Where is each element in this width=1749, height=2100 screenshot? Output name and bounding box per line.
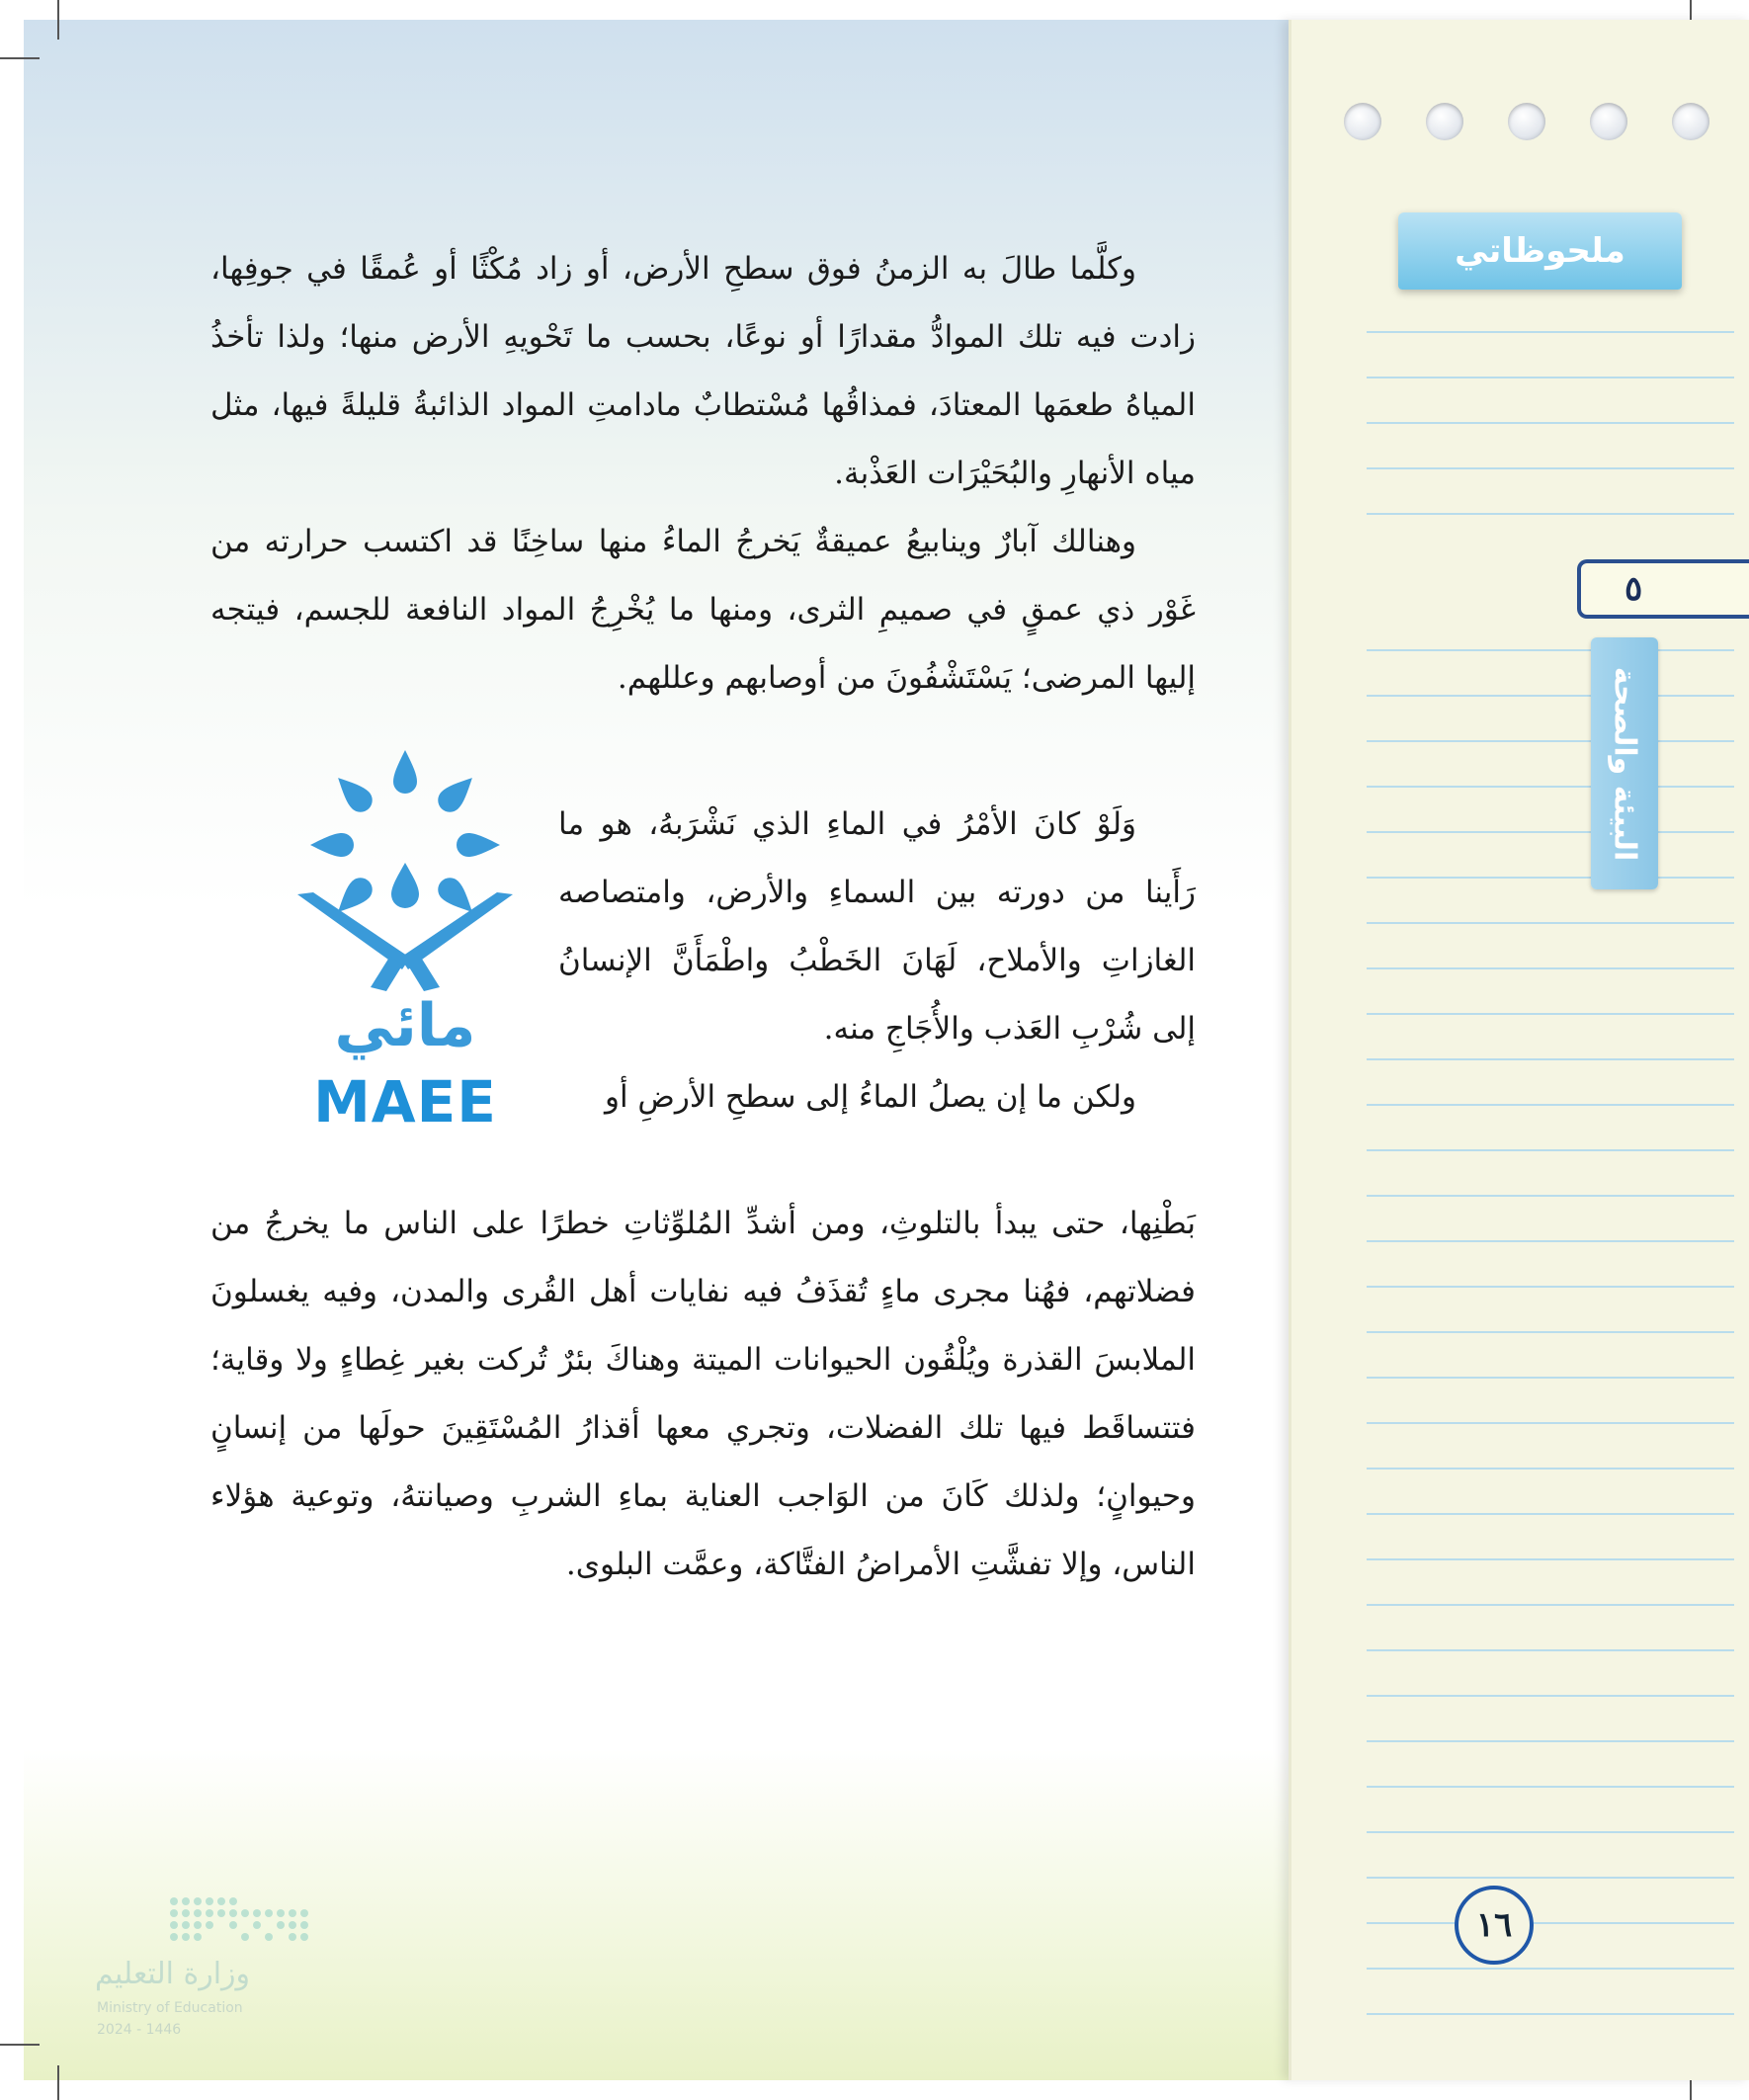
notebook-line: [1367, 1058, 1734, 1060]
notebook-line: [1367, 1558, 1734, 1560]
notebook-line: [1367, 422, 1734, 424]
logo-arabic-text: مائي: [334, 991, 476, 1060]
notebook-line: [1367, 967, 1734, 969]
ministry-logo-icon: [95, 1893, 322, 1953]
paragraph: ولكن ما إن يصلُ الماءُ إلى سطحِ الأرضِ أو: [604, 1079, 1136, 1115]
ministry-english-name: Ministry of Education: [97, 2000, 243, 2016]
paragraph: وَلَوْ كانَ الأمْرُ في الماءِ الذي نَشْرَبهُ، هو ما رَأَينا من دورته بين السماءِ والأرض، وامتصاصه الغازاتِ والأملاح، لَهَانَ الخَطْبُ واطْمَأَنَّ الإنسانُ إلى شُرْبِ العَذب والأُجَاجِ منه.: [558, 806, 1196, 1047]
chapter-title: البيئة والصحة: [1607, 666, 1642, 861]
notebook-line: [1367, 1377, 1734, 1379]
body-text-bottom: [210, 1190, 1196, 1599]
chapter-title-tab: [1591, 637, 1658, 889]
notebook-line: [1367, 695, 1734, 697]
notebook-line: [1367, 1513, 1734, 1515]
page-number-badge: [1455, 1886, 1534, 1965]
chapter-number: ٥: [1624, 569, 1643, 609]
chapter-number-box: [1577, 559, 1749, 619]
notebook-line: [1367, 1740, 1734, 1742]
binder-hole: [1672, 103, 1709, 140]
notebook-line: [1367, 1286, 1734, 1288]
notebook-line: [1367, 1195, 1734, 1197]
crop-mark: [0, 2044, 40, 2046]
notebook-line: [1367, 1922, 1734, 1924]
logo-english-text: MAEE: [313, 1068, 497, 1135]
notes-panel: [1289, 20, 1749, 2080]
page-number: ١٦: [1475, 1905, 1513, 1945]
notebook-line: [1367, 1695, 1734, 1697]
crop-mark: [57, 2065, 59, 2100]
notebook-line: [1367, 331, 1734, 333]
ministry-arabic-name: وزارة التعليم: [95, 1957, 251, 1991]
maee-logo: [292, 746, 519, 1151]
ministry-year: 2024 - 1446: [97, 2022, 182, 2038]
notebook-line: [1367, 877, 1734, 879]
notebook-line: [1367, 1013, 1734, 1015]
crop-mark: [0, 57, 40, 59]
notebook-line: [1367, 377, 1734, 378]
notebook-line: [1367, 1331, 1734, 1333]
notebook-line: [1367, 1968, 1734, 1970]
notebook-line: [1367, 1468, 1734, 1470]
paragraph: وكلَّما طالَ به الزمنُ فوق سطحِ الأرض، أو زاد مُكْثًا أو عُمقًا في جوفِها، زادت فيه تلك الموادُّ مقدارًا أو نوعًا، بحسب ما تَحْويهِ الأرض منها؛ ولذا تأخذُ المياهُ طعمَها المعتادَ، فمذاقُها مُسْتطابٌ مادامتِ المواد الذائبةُ قليلةً فيها، مثل مياه الأنهارِ والبُحَيْرَات العَذْبة.: [210, 251, 1196, 491]
maee-logo-icon: [292, 746, 519, 993]
notebook-line: [1367, 1649, 1734, 1651]
ministry-watermark: [95, 1893, 332, 2042]
crop-mark: [57, 0, 59, 40]
notebook-line: [1367, 786, 1734, 788]
paragraph: بَطْنِها، حتى يبدأ بالتلوثِ، ومن أشدِّ المُلوِّثاتِ خطرًا على الناس ما يخرجُ من فضلاتهم، فهُنا مجرى ماءٍ تُقذَفُ فيه نفايات أهل القُرى والمدن، وفيه يغسلونَ الملابسَ القذرة ويُلْقُون الحيوانات الميتة وهناكَ بئرٌ تُركت بغير غِطاءٍ ولا وقاية؛ فتتساقَط فيها تلك الفضلات، وتجري معها أقذارُ المُسْتَقِينَ حولَها من إنسانٍ وحيوانٍ؛ ولذلك كَانَ من الوَاجب العناية بماءِ الشربِ وصيانتهُ، وتوعية هؤلاء الناس، وإلا تفشَّتِ الأمراضُ الفتَّاكة، وعمَّت البلوى.: [210, 1206, 1196, 1582]
notebook-line: [1367, 831, 1734, 833]
notebook-line: [1367, 1831, 1734, 1833]
notebook-line: [1367, 1149, 1734, 1151]
body-text-middle: [558, 791, 1196, 1132]
notebook-line: [1367, 1604, 1734, 1606]
notebook-line: [1367, 513, 1734, 515]
paragraph: وهنالك آبارٌ وينابيعُ عميقةٌ يَخرجُ الماءُ منها ساخِنًا قد اكتسب حرارته من غَوْر ذي عمقٍ في صميمِ الثرى، ومنها ما يُخْرِجُ المواد النافعة للجسم، فيتجه إليها المرضى؛ يَسْتَشْفُونَ من أوصابهم وعللهم.: [210, 524, 1196, 696]
notes-tab-label: ملحوظاتي: [1455, 231, 1625, 271]
notebook-line: [1367, 740, 1734, 742]
binder-hole: [1426, 103, 1463, 140]
notebook-line: [1367, 1104, 1734, 1106]
notebook-line: [1367, 1422, 1734, 1424]
binder-hole: [1508, 103, 1545, 140]
notebook-line: [1367, 1786, 1734, 1788]
notebook-line: [1367, 649, 1734, 651]
notebook-line: [1367, 1877, 1734, 1879]
notes-tab: [1398, 212, 1682, 290]
body-text-top: [210, 235, 1196, 713]
notebook-line: [1367, 467, 1734, 469]
notebook-line: [1367, 1240, 1734, 1242]
notebook-line: [1367, 922, 1734, 924]
notebook-line: [1367, 2013, 1734, 2015]
binder-hole: [1344, 103, 1381, 140]
binder-hole: [1590, 103, 1627, 140]
